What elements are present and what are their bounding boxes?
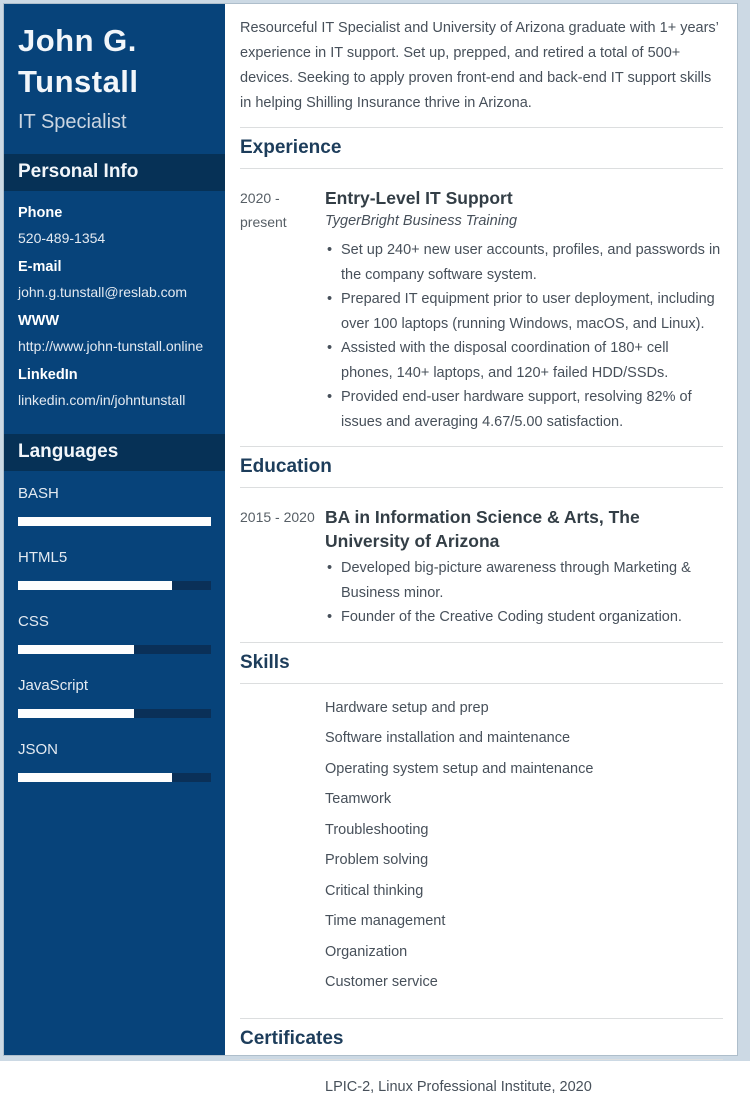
contact-item-www [18,313,211,354]
language-skill-bar-fill [18,645,134,654]
skills-section-body [240,683,723,1018]
candidate-name [18,20,211,102]
language-item [18,741,211,782]
language-name: HTML5 [18,549,68,566]
bullet-item: • Set up 240+ new user accounts, profiles, and passwords in the company software system. [325,238,723,287]
contact-value: 520-489-1354 [18,230,106,246]
skill-item: Customer service [325,974,438,990]
resume-page [4,4,737,1095]
bullet-item: • Prepared IT equipment prior to user deployment, including over 100 laptops (running Windows, macOS, and Linux). [325,287,723,336]
contact-label: LinkedIn [18,367,78,383]
language-skill-bar-fill [18,517,211,526]
language-skill-bar-fill [18,581,172,590]
sidebar [4,4,225,1055]
entry-title: Entry-Level IT Support [325,188,513,208]
language-item [18,485,211,526]
entry-content [325,505,723,630]
contact-value: john.g.tunstall@reslab.com [18,284,188,300]
language-name: JSON [18,741,59,758]
candidate-job-title: IT Specialist [18,111,127,133]
bullet-item: • Founder of the Creative Coding student organization. [325,605,723,630]
language-skill-bar [18,773,211,782]
skills-section [240,642,723,1018]
entry-content [325,701,723,1006]
language-skill-bar [18,517,211,526]
languages-section [4,434,225,782]
candidate-name-line1: John G. [18,23,137,58]
professional-summary: Resourceful IT Specialist and University of Arizona graduate with 1+ years’ experience in IT support. Set up, prepped, and retired a total of 500+ devices. Seeking to apply proven front-end and back-end IT support skills in helping Shilling Insurance thrive in Arizona. [240,20,719,111]
skill-item: Teamwork [325,791,392,807]
personal-info-heading: Personal Info [4,154,225,191]
contact-value: linkedin.com/in/johntunstall [18,392,186,408]
entry-date: 2020 - present [240,190,287,230]
skill-item: Software installation and maintenance [325,730,571,746]
language-skill-bar [18,645,211,654]
contact-label: E-mail [18,259,62,275]
skill-item: Troubleshooting [325,821,429,838]
contact-label: WWW [18,313,60,329]
education-section [240,446,723,642]
education-section-heading: Education [240,456,332,477]
language-skill-bar-fill [18,773,172,782]
experience-section-body [240,168,723,446]
certificate-item: LPIC-2, Linux Professional Institute, 2020 [325,1078,592,1095]
language-item [18,613,211,654]
education-entry [240,505,723,630]
language-item [18,677,211,718]
contact-value: http://www.john-tunstall.online [18,338,204,354]
contact-item-phone [18,205,211,246]
entry-content [325,186,723,434]
bullet-item: • Provided end-user hardware support, resolving 82% of issues and averaging 4.67/5.00 satisfaction. [325,385,723,434]
language-skill-bar [18,581,211,590]
language-name: BASH [18,485,59,502]
language-skill-bar-fill [18,709,134,718]
entry-company: TygerBright Business Training [325,213,518,229]
certificate-entry [240,1077,723,1097]
experience-section-heading: Experience [240,137,342,158]
skill-item: Problem solving [325,852,429,868]
entry-title: BA in Information Science & Arts, The University of Arizona [325,507,640,551]
skill-item: Operating system setup and maintenance [325,760,594,777]
entry-date-empty [240,1077,325,1097]
skills-section-heading: Skills [240,651,290,673]
certificates-section-body [240,1059,723,1109]
language-name: CSS [18,613,49,630]
languages-heading: Languages [4,434,225,471]
experience-entry [240,186,723,434]
bullet-item: • Assisted with the disposal coordination of 180+ cell phones, 140+ laptops, and 120+ failed HDD/SSDs. [325,336,723,385]
resume-main-content [225,4,737,1095]
contact-item-email [18,259,211,300]
bullet-item: • Developed big-picture awareness through Marketing & Business minor. [325,556,723,605]
entry-content [325,1077,723,1097]
candidate-name-line2: Tunstall [18,64,139,99]
language-name: JavaScript [18,677,89,694]
experience-section [240,127,723,446]
language-item [18,549,211,590]
contact-item-linkedin [18,367,211,408]
skills-list [325,701,723,990]
certificates-section-heading: Certificates [240,1027,344,1049]
experience-bullet-list [325,238,723,434]
skill-item: Organization [325,943,408,960]
skill-item: Hardware setup and prep [325,699,489,716]
certificates-section [240,1018,723,1109]
skill-item: Critical thinking [325,882,424,899]
education-bullet-list [325,556,723,630]
entry-date-empty [240,701,325,1006]
entry-date: 2015 - 2020 [240,509,315,525]
contact-label: Phone [18,205,63,221]
language-skill-bar [18,709,211,718]
education-section-body [240,487,723,642]
skill-item: Time management [325,913,446,929]
skills-entry [240,701,723,1006]
